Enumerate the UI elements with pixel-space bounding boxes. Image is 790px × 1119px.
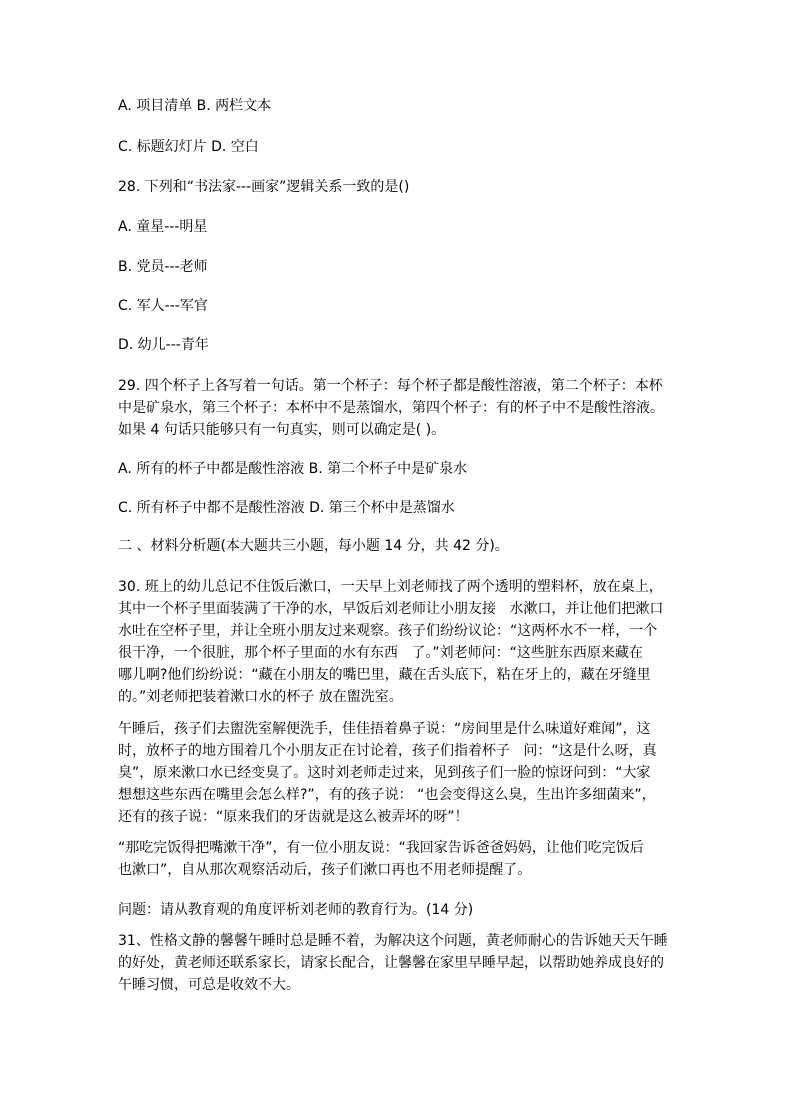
paragraph [118,375,698,441]
text-line: 臭”，原来漱口水已经变臭了。这时刘老师走过来，见到孩子们一脸的惊讶问到：“大家 [118,765,651,781]
paragraph [118,458,698,480]
text-line: D. 幼儿---青年 [118,337,209,353]
paragraph [118,837,698,881]
text-line: 的好处，黄老师还联系家长，请家长配合，让馨馨在家里早睡早起，以帮助她养成良好的 [118,955,664,971]
text-line: 午睡后，孩子们去盥洗室解便洗手，佳佳捂着鼻子说：“房间里是什么味道好难闻”，这 [118,721,651,737]
text-line: C. 军人---军官 [118,298,208,314]
text-line: 如果 4 句话只能够只有一句真实，则可以确定是( )。 [118,422,446,438]
paragraph [118,136,698,158]
paragraph [118,176,698,198]
text-line: A. 童星---明星 [118,219,208,235]
paragraph [118,95,698,117]
text-line: C. 标题幻灯片 D. 空白 [118,139,259,155]
paragraph [118,295,698,317]
text-line: B. 党员---老师 [118,259,208,275]
text-line: 还有的孩子说：“原来我们的牙齿就是这么被弄坏的呀”！ [118,809,469,825]
text-line: 问题：请从教育观的角度评析刘老师的教育行为。(14 分) [118,902,474,918]
text-line: 时，放杯子的地方围着几个小朋友正在讨论着，孩子们指着杯子 问：“这是什么呀，真 [118,743,657,759]
text-line: “那吃完饭得把嘴漱干净”，有一位小朋友说：“我回家告诉爸爸妈妈，让他们吃完饭后 [118,840,644,856]
text-line: 水吐在空杯子里，并让全班小朋友过来观察。孩子们纷纷议论：“这两杯水不一样，一个 [118,623,658,639]
text-line: 很干净，一个很脏，那个杯子里面的水有东西 了。”刘老师问：“这些脏东西原来藏在 [118,645,643,661]
text-line: C. 所有杯子中都不是酸性溶液 D. 第三个杯中是蒸馏水 [118,500,455,516]
text-line: 其中一个杯子里面装满了干净的水，早饭后刘老师让小朋友接 水漱口，并让他们把漱口 [118,601,664,617]
paragraph [118,334,698,356]
text-line: 午睡习惯，可总是收效不大。 [118,977,300,993]
text-line: 哪儿啊?他们纷纷说：“藏在小朋友的嘴巴里，藏在舌头底下，粘在牙上的，藏在牙缝里 [118,667,651,683]
text-line: 想想这些东西在嘴里会怎么样?”，有的孩子说： “也会变得这么臭，生出许多细菌来”， [118,787,656,803]
text-line: A. 所有的杯子中都是酸性溶液 B. 第二个杯子中是矿泉水 [118,461,468,477]
paragraph [118,535,698,557]
text-line: 二 、材料分析题(本大题共三小题，每小题 14 分，共 42 分)。 [118,538,509,554]
paragraph [118,497,698,519]
text-line: 的。”刘老师把装着漱口水的杯子 放在盥洗室。 [118,689,403,705]
paragraph [118,718,698,828]
paragraph [118,576,698,708]
text-line: 29. 四个杯子上各写着一句话。第一个杯子：每个杯子都是酸性溶液，第二个杯子：本杯 [118,378,663,394]
text-line: 也漱口”，自从那次观察活动后，孩子们漱口再也不用老师提醒了。 [118,862,532,878]
text-line: 28. 下列和“书法家---画家”逻辑关系一致的是() [118,179,410,195]
paragraph [118,899,698,921]
paragraph [118,256,698,278]
paragraph [118,930,698,996]
text-line: 31、性格文静的馨馨午睡时总是睡不着，为解决这个问题，黄老师耐心的告诉她天天午睡 [118,933,668,949]
paragraph [118,216,698,238]
text-line: A. 项目清单 B. 两栏文本 [118,98,272,114]
text-line: 中是矿泉水，第三个杯子：本杯中不是蒸馏水，第四个杯子：有的杯子中不是酸性溶液。 [118,400,664,416]
text-line: 30. 班上的幼儿总记不住饭后漱口，一天早上刘老师找了两个透明的塑料杯，放在桌上， [118,579,663,595]
